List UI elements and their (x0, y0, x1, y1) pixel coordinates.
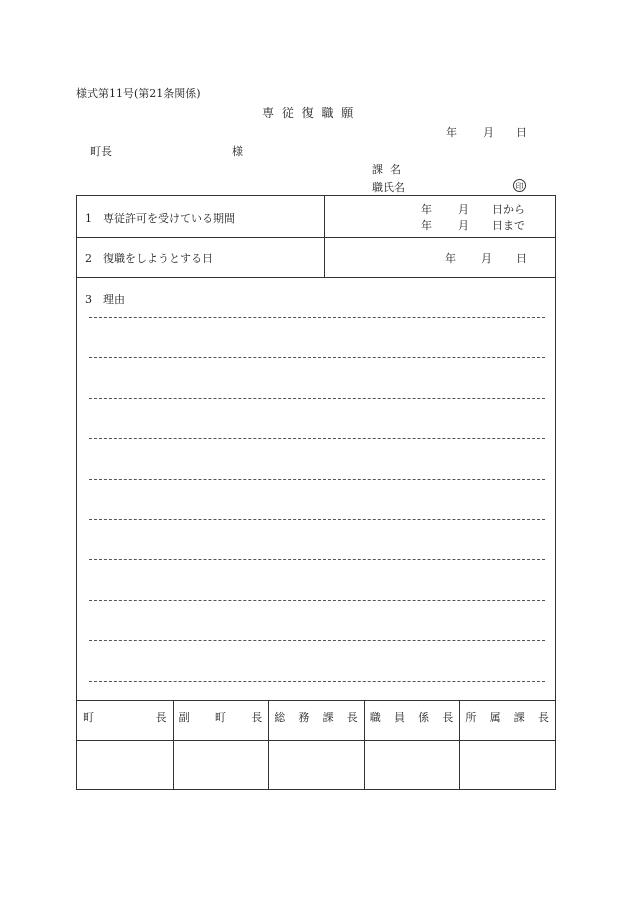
row-divider-2 (77, 277, 555, 278)
approval-header-char: 町 (83, 711, 94, 724)
addressee: 町長 (90, 145, 112, 158)
approval-header-char: 課 (513, 711, 525, 724)
reason-line[interactable] (89, 559, 545, 560)
approval-header (77, 700, 173, 736)
approval-header-char: 副 (178, 711, 190, 724)
approval-header-char: 長 (537, 711, 549, 724)
approval-header-char: 職 (369, 711, 381, 724)
approval-header-char: 所 (465, 711, 477, 724)
return-date-year: 年 (445, 252, 456, 265)
reason-line[interactable] (89, 681, 545, 682)
approval-header-char: 属 (489, 711, 501, 724)
approval-seal-cell[interactable] (268, 741, 364, 789)
form-number: 様式第11号(第21条関係) (76, 87, 201, 100)
name-label: 職氏名 (372, 181, 405, 194)
reason-line[interactable] (89, 479, 545, 480)
return-date-day: 日 (516, 252, 527, 265)
reason-label: 3 理由 (85, 293, 125, 306)
return-date-label: 2 復職をしようとする日 (85, 252, 213, 265)
header-date-day: 日 (516, 126, 527, 139)
approval-seal-cell[interactable] (459, 741, 555, 789)
approval-header (268, 700, 364, 736)
reason-line[interactable] (89, 357, 545, 358)
header-date-month: 月 (483, 126, 494, 139)
return-date-month: 月 (481, 252, 492, 265)
approval-seal-cell[interactable] (173, 741, 269, 789)
seal-icon: 印 (513, 179, 526, 192)
approval-header (173, 700, 269, 736)
reason-line[interactable] (89, 519, 545, 520)
header-date-year: 年 (446, 126, 457, 139)
approval-header-char: 総 (274, 711, 286, 724)
period-from-month: 月 (458, 203, 469, 216)
approval-header-char: 長 (346, 711, 358, 724)
period-label: 1 専従許可を受けている期間 (85, 212, 235, 225)
approval-seal-cell[interactable] (364, 741, 460, 789)
row-divider-1 (77, 237, 555, 238)
section-label: 課 名 (372, 163, 401, 176)
page-title: 専 従 復 職 願 (262, 106, 356, 120)
period-to-year: 年 (421, 219, 432, 232)
approval-header-char: 係 (418, 711, 430, 724)
approval-header-char: 長 (251, 711, 263, 724)
approval-seal-cell[interactable] (77, 741, 173, 789)
addressee-honorific: 様 (232, 145, 243, 158)
form-table (76, 195, 556, 790)
approval-header (459, 700, 555, 736)
reason-line[interactable] (89, 438, 545, 439)
approval-header-char: 員 (393, 711, 405, 724)
approval-header-char: 務 (298, 711, 310, 724)
approval-header-char: 課 (322, 711, 334, 724)
period-to-month: 月 (458, 219, 469, 232)
reason-line[interactable] (89, 398, 545, 399)
period-from-year: 年 (421, 203, 432, 216)
approval-header (364, 700, 460, 736)
approval-header-char: 長 (155, 711, 167, 724)
reason-line[interactable] (89, 640, 545, 641)
reason-line[interactable] (89, 600, 545, 601)
period-to-day: 日まで (492, 219, 525, 232)
period-from-day: 日から (492, 203, 525, 216)
approval-header-char: 町 (214, 711, 226, 724)
column-divider (324, 196, 325, 277)
reason-line[interactable] (89, 317, 545, 318)
approval-header-char: 長 (442, 711, 454, 724)
